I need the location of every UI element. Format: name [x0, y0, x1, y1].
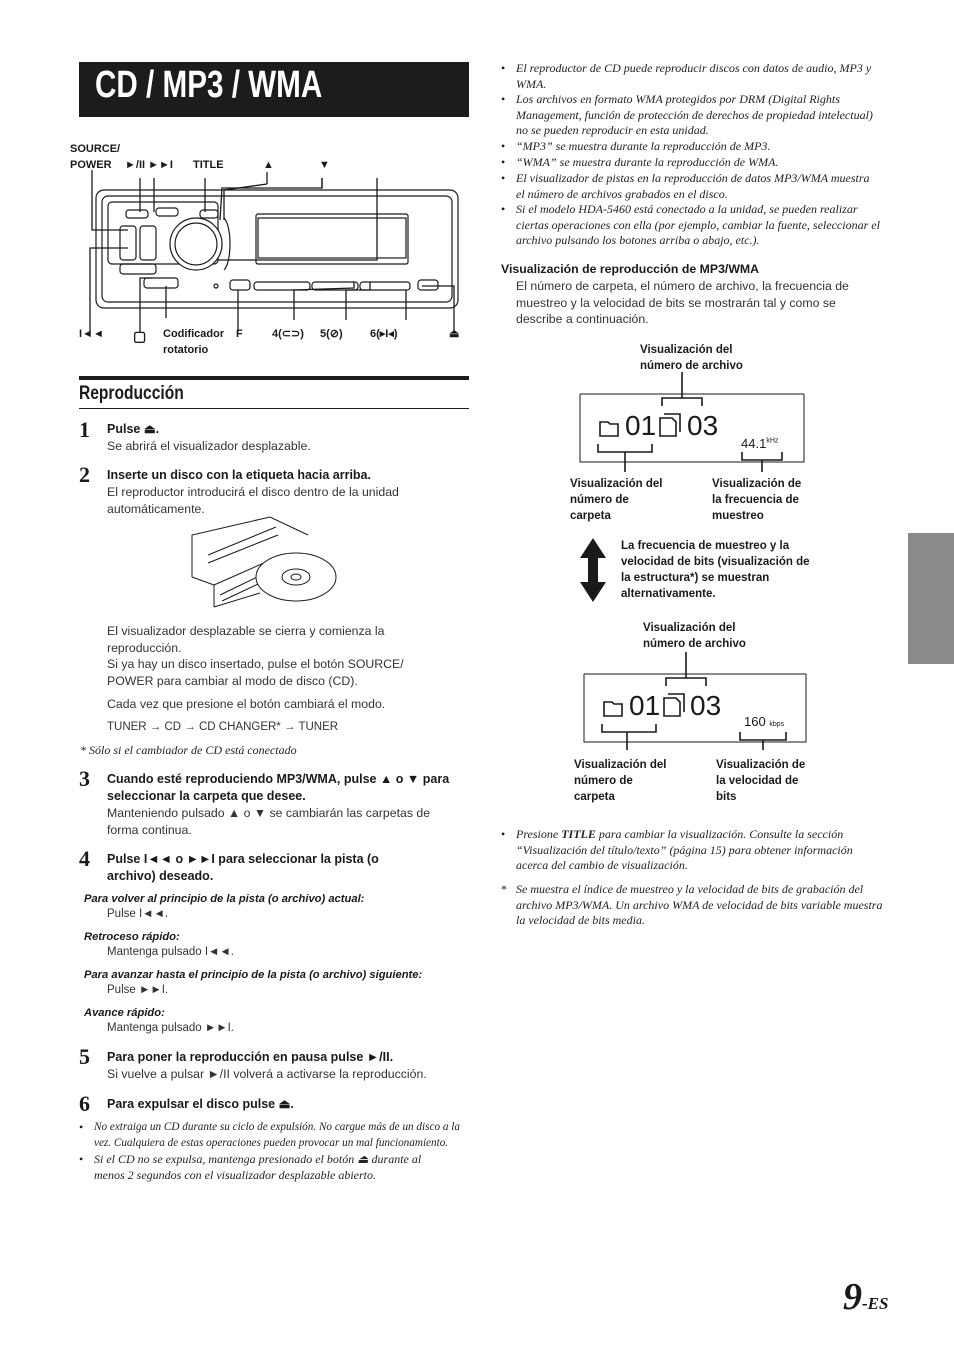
- display-2-folder-caption: Visualización del número de carpeta: [574, 759, 667, 803]
- label-title-button: TITLE: [193, 159, 224, 171]
- display-1-folder-caption: Visualización del número de carpeta: [570, 478, 663, 522]
- step-4-sub-1: Para volver al principio de la pista (o archivo) actual:: [84, 893, 365, 905]
- label-play-next: ►/II ►►I: [125, 159, 173, 171]
- alternate-arrow-icon: [578, 538, 608, 602]
- display-1-file-caption: Visualización del número de archivo: [640, 344, 743, 372]
- step-3-heading: Cuando esté reproduciendo MP3/WMA, pulse ▲ o ▼ para seleccionar la carpeta que desee.: [107, 772, 450, 803]
- left-note: Si el CD no se expulsa, mantenga presionado el botón ⏏ durante al menos 2 segundos con el visualizador desplazable abierto.: [94, 1152, 422, 1182]
- step-4-sub-2: Retroceso rápido:: [84, 931, 180, 943]
- bullet: •: [501, 202, 506, 216]
- label-btn5: 5(⊘): [320, 328, 343, 340]
- mp3-section-heading: Visualización de reproducción de MP3/WMA: [501, 262, 760, 276]
- step-6-heading: Para expulsar el disco pulse ⏏.: [107, 1097, 294, 1111]
- right-note: Si el modelo HDA-5460 está conectado a la unidad, se pueden realizar ciertas operaciones con ella (por ejemplo, cambiar la fuente, seleccionar el archivo pulsando los botones arriba o abajo, etc.).: [516, 202, 880, 247]
- right-note: El visualizador de pistas en la reproducción de datos MP3/WMA muestra el número de archivos grabados en el disco.: [516, 171, 870, 201]
- page-title-banner: [79, 62, 469, 117]
- bullet: •: [501, 92, 506, 106]
- bullet: •: [79, 1152, 84, 1166]
- step-2-body: El reproductor introducirá el disco dentro de la unidad automáticamente.: [107, 485, 399, 516]
- display-2-file-number: 03: [690, 690, 722, 721]
- display-1-value: $44.1^{kHz}$: [741, 436, 779, 451]
- step-2-after-3: Cada vez que presione el botón cambiará el modo.: [107, 697, 386, 711]
- step-1-number: 1: [79, 417, 90, 442]
- display-1-folder-number: 01: [625, 410, 657, 441]
- folder-icon: ▢: [133, 328, 147, 344]
- bullet: •: [79, 1120, 84, 1134]
- left-note: No extraiga un CD durante su ciclo de expulsión. No cargue más de un disco a la vez. Cualquiera de estas operaciones pueden provocar un mal funcionamiento.: [94, 1121, 460, 1149]
- head-unit-illustration: [70, 170, 470, 335]
- alternate-note: La frecuencia de muestreo y la velocidad de bits (visualización de la estructura*) se muestran alternativamente.: [621, 540, 810, 600]
- step-2-after-1: El visualizador desplazable se cierra y comienza la reproducción.: [107, 624, 385, 655]
- display-2-folder-number: 01: [629, 690, 661, 721]
- step-5-heading: Para poner la reproducción en pausa pulse ►/II.: [107, 1050, 394, 1064]
- step-4-heading: Pulse I◄◄ o ►►I para seleccionar la pista (o archivo) deseado.: [107, 852, 379, 883]
- mp3-section-body: El número de carpeta, el número de archivo, la frecuencia de muestreo y la velocidad de bits se mostrarán tal y como se describe a continuación.: [516, 279, 849, 326]
- label-down: ▼: [319, 159, 330, 171]
- display-1-right-caption: Visualización de la frecuencia de muestreo: [712, 478, 802, 522]
- bullet: •: [501, 61, 506, 75]
- step-4-sub-4: Avance rápido:: [84, 1007, 165, 1019]
- step-5-body: Si vuelve a pulsar ►/II volverá a activarse la reproducción.: [107, 1067, 427, 1081]
- step-2-number: 2: [79, 462, 90, 487]
- step-3-body: Manteniendo pulsado ▲ o ▼ se cambiarán las carpetas de forma continua.: [107, 806, 431, 837]
- label-btn4: 4(⊂⊃): [272, 328, 304, 340]
- right-note: “WMA” se muestra durante la reproducción de WMA.: [516, 155, 779, 169]
- display-2-right-caption: Visualización de la velocidad de bits: [716, 759, 806, 803]
- page-number: 9-ES: [843, 1276, 889, 1318]
- step-2-after-2: Si ya hay un disco insertado, pulse el botón SOURCE/ POWER para cambiar al modo de disco (CD).: [107, 657, 404, 688]
- page-title: CD / MP3 / WMA: [95, 64, 323, 106]
- section-rule-bottom: [79, 408, 469, 409]
- bullet: •: [501, 171, 506, 185]
- changer-footnote: * Sólo si el cambiador de CD está conectado: [80, 743, 297, 757]
- right-note: El reproductor de CD puede reproducir discos con datos de audio, MP3 y WMA.: [516, 61, 872, 91]
- section-rule: [79, 376, 469, 380]
- step-4-sub-2-body: Mantenga pulsado I◄◄.: [107, 946, 234, 958]
- step-2-heading: Inserte un disco con la etiqueta hacia arriba.: [107, 468, 371, 482]
- step-3-number: 3: [79, 766, 90, 791]
- right-note: Los archivos en formato WMA protegidos por DRM (Digital Rights Management, función de protección de derechos de propiedad intelectual) no se pueden reproducir en esta unidad.: [516, 92, 873, 137]
- section-tab: [908, 533, 954, 664]
- random-icon: ⊘: [329, 328, 339, 340]
- step-5-number: 5: [79, 1044, 90, 1069]
- asterisk-note: Se muestra el índice de muestreo y la velocidad de bits de grabación del archivo MP3/WMA. Un archivo WMA de velocidad de bits variable muestra la velocidad de bits media.: [516, 882, 883, 927]
- step-4-sub-1-body: Pulse I◄◄.: [107, 908, 169, 920]
- label-rotary-encoder: Codificador rotatorio: [163, 328, 225, 356]
- label-f: F: [236, 328, 243, 340]
- cd-insertion-illustration: [190, 515, 340, 615]
- label-prev: I◄◄: [79, 328, 104, 340]
- title-note: Presione TITLE para cambiar la visualización. Consulte la sección “Visualización del título/texto” (página 15) para obtener información acerca del cambio de visualización.: [516, 827, 853, 872]
- label-source-power: SOURCE/ POWER: [70, 143, 121, 171]
- scan-icon: ▸I◂: [379, 328, 394, 340]
- step-6-number: 6: [79, 1091, 90, 1116]
- step-1-heading: Pulse ⏏.: [107, 422, 160, 436]
- bullet: •: [501, 139, 506, 153]
- display-2-value: 160 kbps: [744, 714, 785, 729]
- step-4-sub-3: Para avanzar hasta el principio de la pista (o archivo) siguiente:: [84, 969, 423, 981]
- repeat-icon: ⊂⊃: [281, 328, 301, 340]
- step-4-sub-4-body: Mantenga pulsado ►►I.: [107, 1022, 234, 1034]
- display-2-file-caption: Visualización del número de archivo: [643, 622, 746, 650]
- section-title: Reproducción: [79, 383, 184, 404]
- label-up: ▲: [263, 159, 274, 171]
- step-4-sub-3-body: Pulse ►►I.: [107, 984, 169, 996]
- bullet: •: [501, 155, 506, 169]
- step-4-number: 4: [79, 846, 90, 871]
- bullet: •: [501, 827, 506, 841]
- asterisk: *: [501, 882, 507, 896]
- label-btn6: 6(▸I◂): [370, 328, 398, 340]
- label-eject: ⏏: [449, 328, 460, 340]
- mode-sequence: TUNER → CD → CD CHANGER* → TUNER: [107, 721, 339, 733]
- right-note: “MP3” se muestra durante la reproducción de MP3.: [516, 139, 771, 153]
- step-1-body: Se abrirá el visualizador desplazable.: [107, 439, 311, 453]
- display-1-file-number: 03: [687, 410, 719, 441]
